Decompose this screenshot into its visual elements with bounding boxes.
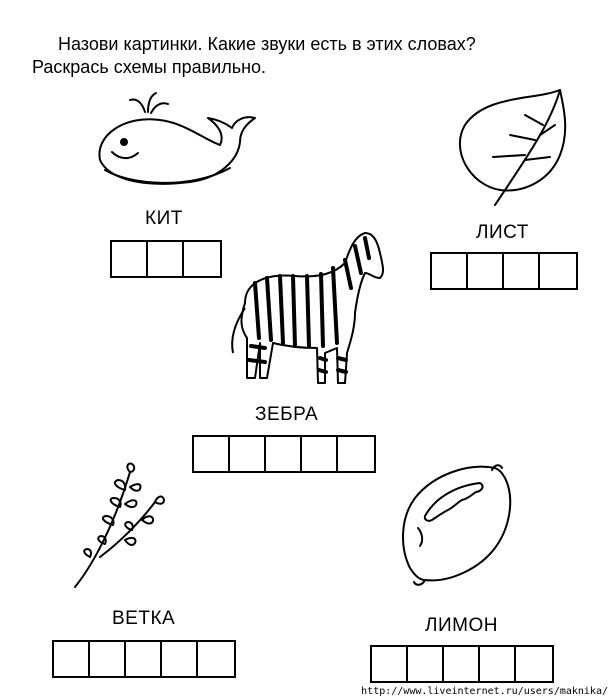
scheme-limon[interactable] [370,645,554,683]
sound-cell[interactable] [338,437,374,471]
sound-cell[interactable] [468,254,504,288]
sound-cell[interactable] [504,254,540,288]
sound-cell[interactable] [408,647,444,681]
whale-icon [90,90,260,205]
sound-cell[interactable] [194,437,230,471]
sound-cell[interactable] [184,242,220,276]
leaf-icon [455,85,575,215]
word-list: ЛИСТ [476,222,529,243]
sound-cell[interactable] [90,642,126,676]
word-vetka: ВЕТКА [112,608,176,629]
sound-cell[interactable] [126,642,162,676]
sound-cell[interactable] [198,642,234,676]
word-limon: ЛИМОН [425,615,498,636]
scheme-kit[interactable] [110,240,222,278]
sound-cell[interactable] [516,647,552,681]
sound-cell[interactable] [162,642,198,676]
branch-icon [70,462,170,597]
sound-cell[interactable] [302,437,338,471]
scheme-list[interactable] [430,252,578,290]
sound-cell[interactable] [480,647,516,681]
scheme-zebra[interactable] [192,435,376,473]
sound-cell[interactable] [148,242,184,276]
sound-cell[interactable] [540,254,576,288]
sound-cell[interactable] [432,254,468,288]
scheme-vetka[interactable] [52,640,236,678]
word-kit: КИТ [145,208,183,229]
sound-cell[interactable] [444,647,480,681]
lemon-icon [400,458,520,598]
sound-cell[interactable] [266,437,302,471]
source-url[interactable]: http://www.liveinternet.ru/users/maknika/ [361,686,608,697]
zebra-icon [225,228,390,403]
instruction-line-1: Назови картинки. Какие звуки есть в этих словах? [58,34,476,54]
word-zebra: ЗЕБРА [255,404,319,425]
sound-cell[interactable] [230,437,266,471]
sound-cell[interactable] [112,242,148,276]
sound-cell[interactable] [54,642,90,676]
instruction-line-2: Раскрась схемы правильно. [32,57,267,77]
sound-cell[interactable] [372,647,408,681]
